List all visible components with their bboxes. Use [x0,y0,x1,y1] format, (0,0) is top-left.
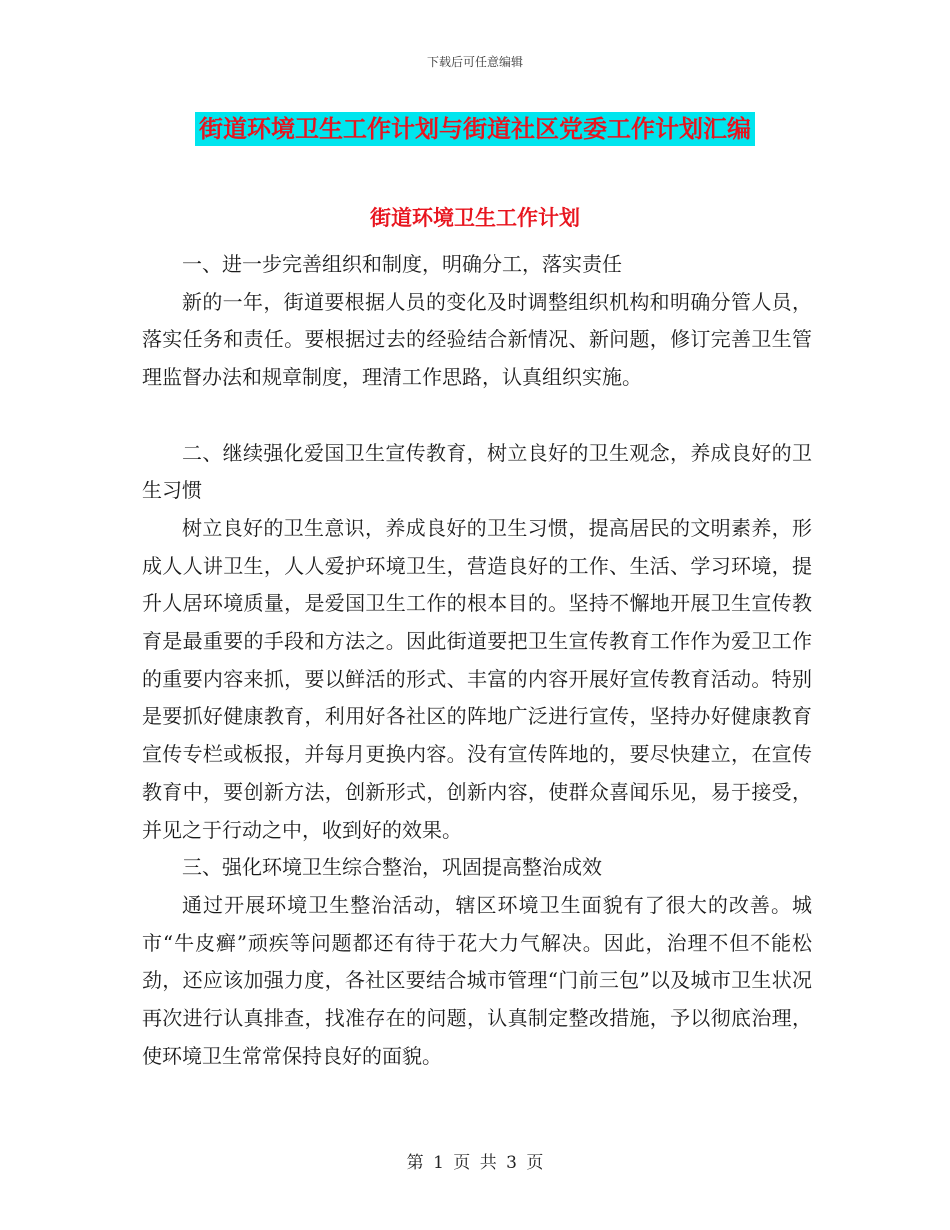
heading-3: 三、强化环境卫生综合整治，巩固提高整治成效 [182,855,602,880]
header-note: 下载后可任意编辑 [426,55,523,69]
section-title: 街道环境卫生工作计划 [370,205,580,230]
paragraph-1: 新的一年，街道要根据人员的变化及时调整组织机构和明确分管人员，落实任务和责任。要根据过去的经验结合新情况、新问题，修订完善卫生管理监督办法和规章制度，理清工作思路，认真组织实施。 [142,289,812,390]
heading-1: 一、进一步完善组织和制度，明确分工，落实责任 [182,252,622,276]
page-number: 第 1 页 共 3 页 [406,1153,544,1173]
document-main-title: 街道环境卫生工作计划与街道社区党委工作计划汇编 [195,112,755,146]
document-body [142,246,812,1075]
paragraph-2: 树立良好的卫生意识，养成良好的卫生习惯，提高居民的文明素养，形成人人讲卫生，人人爱护环境卫生，营造良好的工作、生活、学习环境，提升人居环境质量，是爱国卫生工作的根本目的。坚持不懈地开展卫生宣传教育是最重要的手段和方法之。因此街道要把卫生宣传教育工作作为爱卫工作的重要内容来抓，要以鲜活的形式、丰富的内容开展好宣传教育活动。特别是要抓好健康教育，利用好各社区的阵地广泛进行宣传，坚持办好健康教育宣传专栏或板报，并每月更换内容。没有宣传阵地的，要尽快建立，在宣传教育中，要创新方法，创新形式，创新内容，使群众喜闻乐见，易于接受，并见之于行动之中，收到好的效果。 [142,515,812,842]
heading-2: 二、继续强化爱国卫生宣传教育，树立良好的卫生观念，养成良好的卫生习惯 [142,440,812,503]
paragraph-3: 通过开展环境卫生整治活动，辖区环境卫生面貌有了很大的改善。城市“牛皮癣”顽疾等问题都还有待于花大力气解决。因此，治理不但不能松劲，还应该加强力度，各社区要结合城市管理“门前三包”以及城市卫生状况再次进行认真排查，找准存在的问题，认真制定整改措施，予以彻底治理，使环境卫生常常保持良好的面貌。 [142,892,812,1068]
